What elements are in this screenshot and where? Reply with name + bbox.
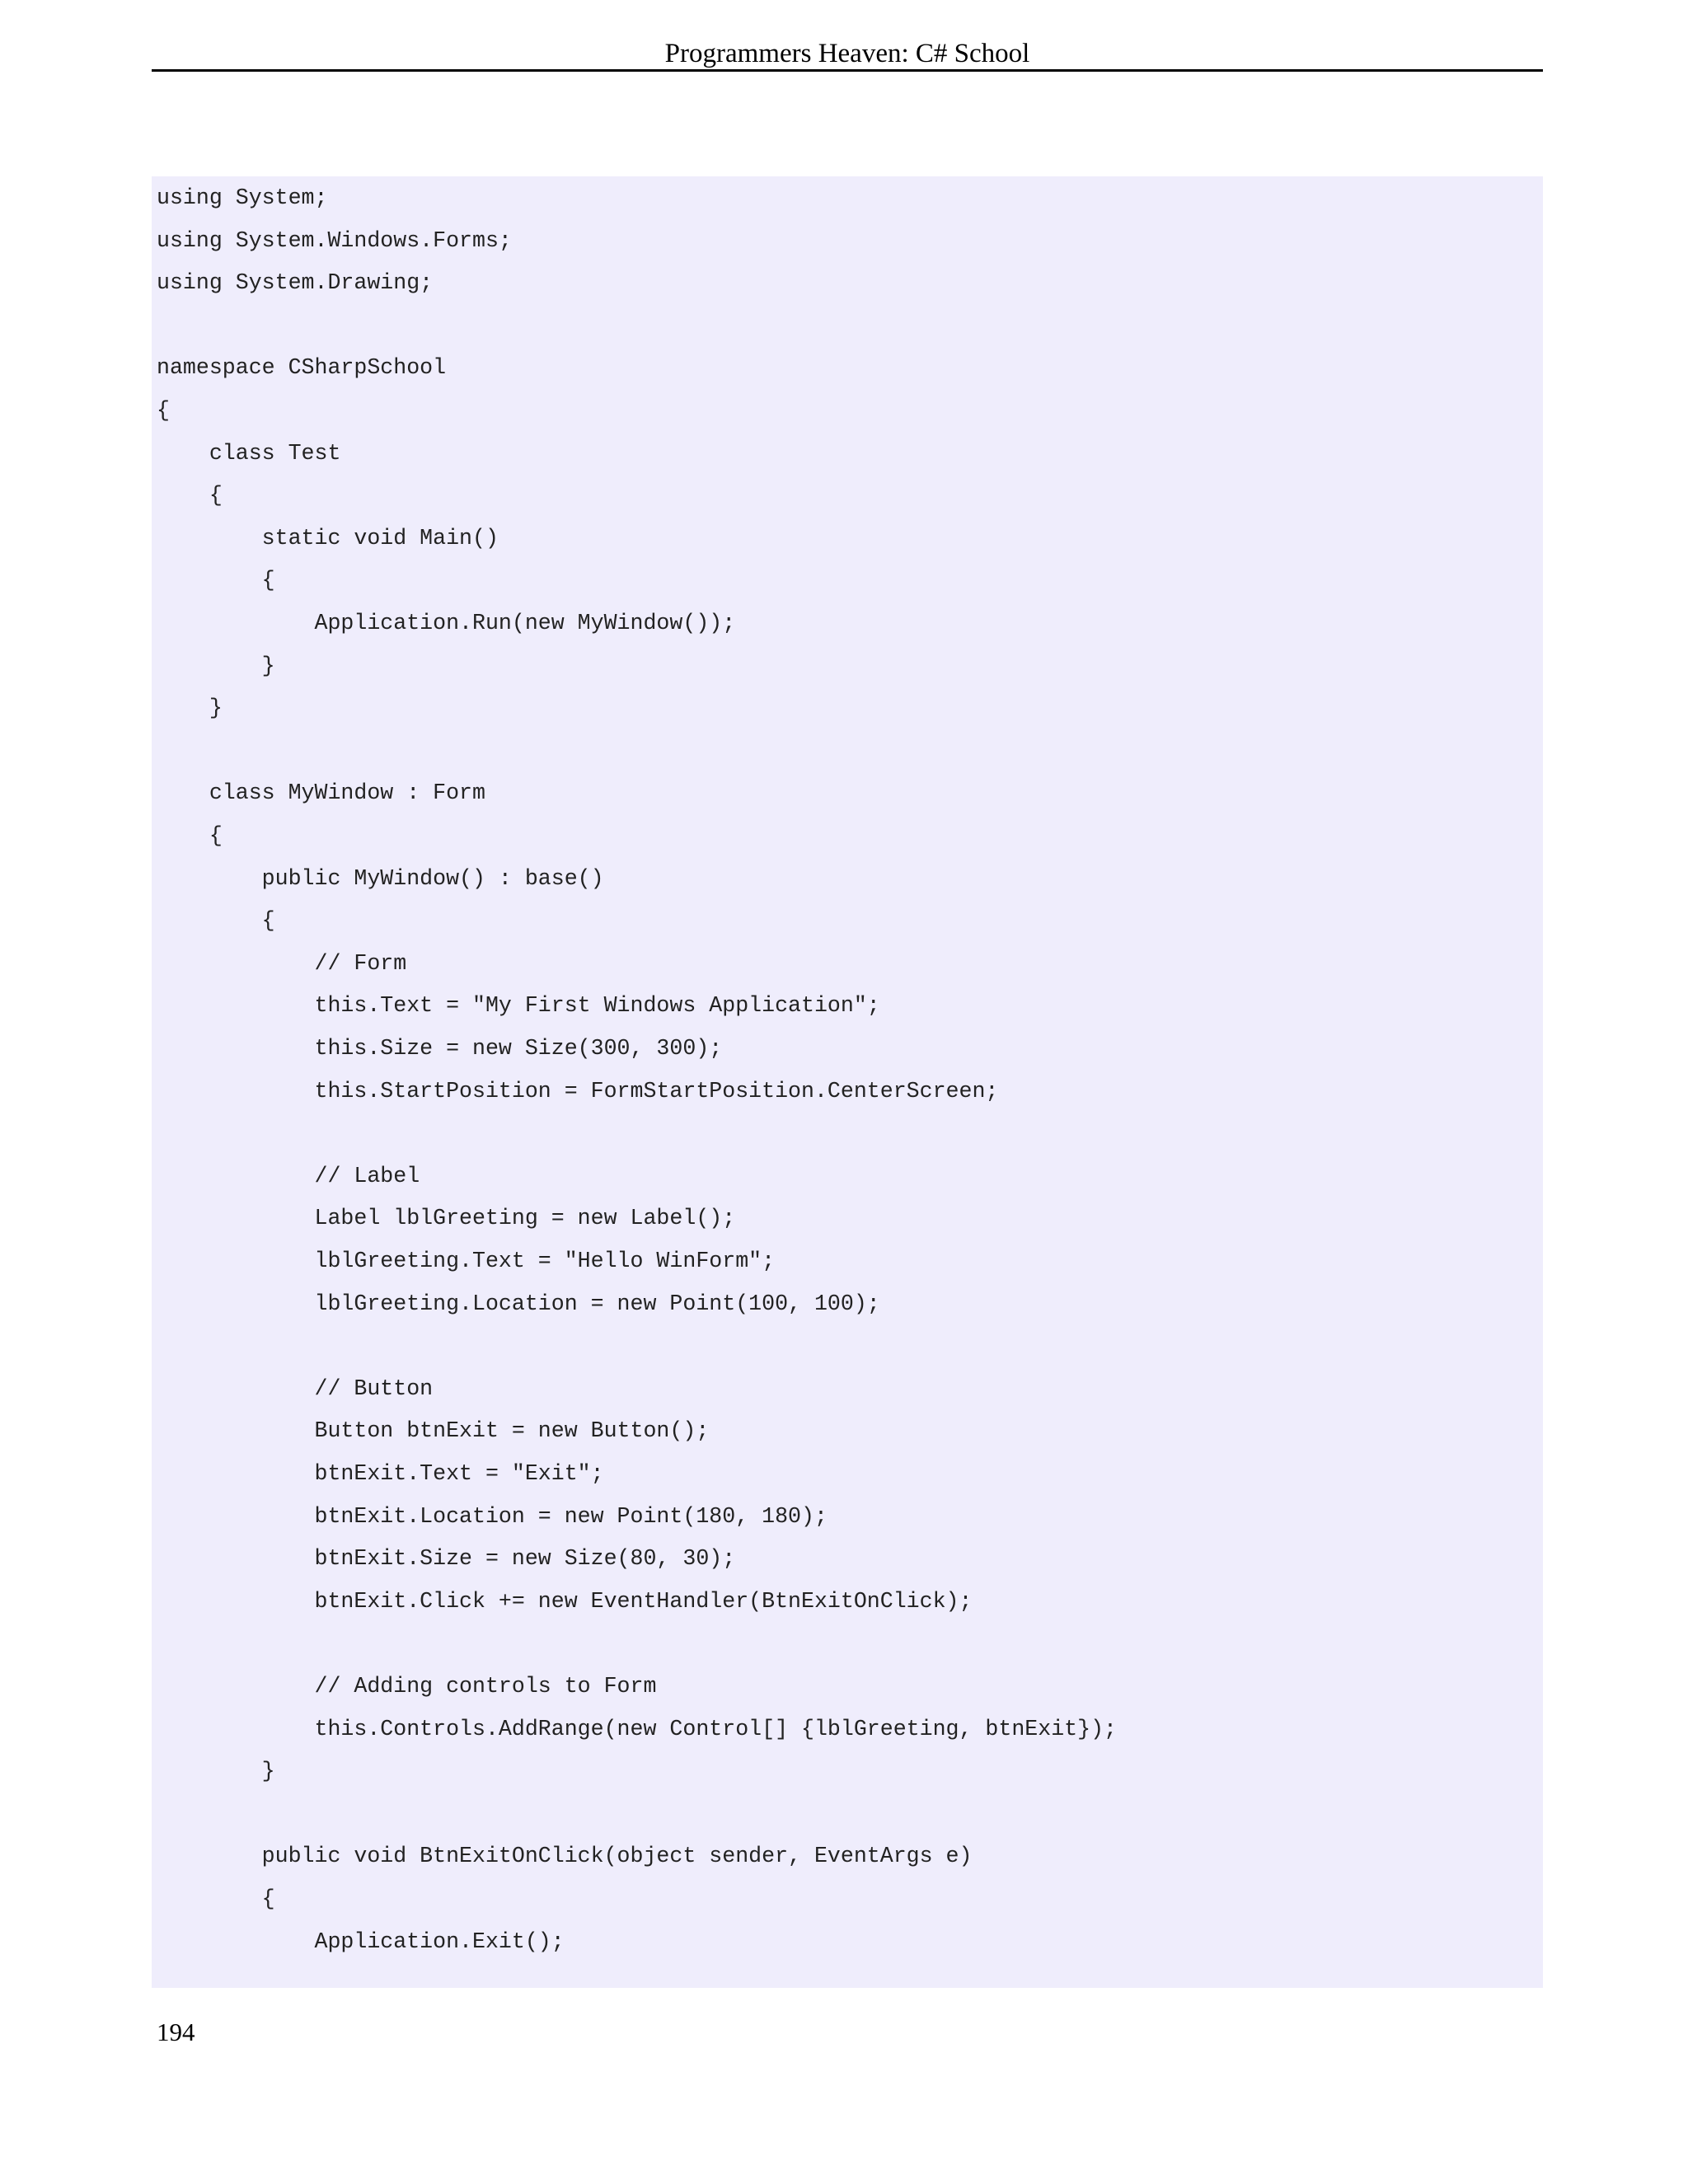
code-line: btnExit.Text = "Exit"; — [157, 1461, 604, 1486]
code-line: lblGreeting.Location = new Point(100, 100); — [157, 1291, 880, 1316]
code-line: this.Controls.AddRange(new Control[] {lblGreeting, btnExit}); — [157, 1716, 1117, 1741]
code-line: using System.Windows.Forms; — [157, 227, 512, 253]
code-line: { — [157, 568, 275, 593]
code-line: Button btnExit = new Button(); — [157, 1418, 710, 1444]
code-line: this.StartPosition = FormStartPosition.CenterScreen; — [157, 1078, 999, 1104]
code-line: } — [157, 1759, 275, 1784]
page-header-title: Programmers Heaven: C# School — [664, 39, 1030, 68]
code-line: Application.Run(new MyWindow()); — [157, 611, 736, 635]
code-line: btnExit.Location = new Point(180, 180); — [157, 1503, 828, 1529]
code-line: class Test — [157, 440, 341, 466]
code-line: public MyWindow() : base() — [157, 865, 604, 891]
code-line: using System; — [157, 185, 328, 210]
code-line: // Label — [157, 1163, 420, 1188]
code-line: Label lblGreeting = new Label(); — [157, 1206, 736, 1231]
code-line: namespace CSharpSchool — [157, 355, 447, 381]
code-line: { — [157, 1886, 275, 1911]
code-line: btnExit.Click += new EventHandler(BtnExitOnClick); — [157, 1588, 973, 1614]
code-line: // Button — [157, 1376, 434, 1401]
code-line: } — [157, 653, 275, 678]
code-line: public void BtnExitOnClick(object sender, EventArgs e) — [157, 1844, 973, 1869]
code-line: class MyWindow : Form — [157, 780, 485, 806]
code-line: // Form — [157, 950, 407, 976]
page-number: 194 — [157, 2018, 195, 2046]
code-line: { — [157, 483, 223, 509]
code-line: Application.Exit(); — [157, 1929, 565, 1954]
code-line: static void Main() — [157, 525, 499, 551]
code-line: // Adding controls to Form — [157, 1674, 657, 1699]
code-line: lblGreeting.Text = "Hello WinForm"; — [157, 1249, 776, 1273]
code-line: btnExit.Size = new Size(80, 30); — [157, 1546, 736, 1572]
code-line: { — [157, 908, 275, 934]
code-line: this.Text = "My First Windows Application"; — [157, 993, 880, 1019]
code-listing — [152, 176, 1543, 1988]
code-line: using System.Drawing; — [157, 270, 434, 296]
header-divider — [152, 69, 1543, 72]
code-line: { — [157, 398, 170, 423]
code-line: } — [157, 696, 223, 721]
code-line: this.Size = new Size(300, 300); — [157, 1036, 723, 1061]
code-line: { — [157, 823, 223, 848]
